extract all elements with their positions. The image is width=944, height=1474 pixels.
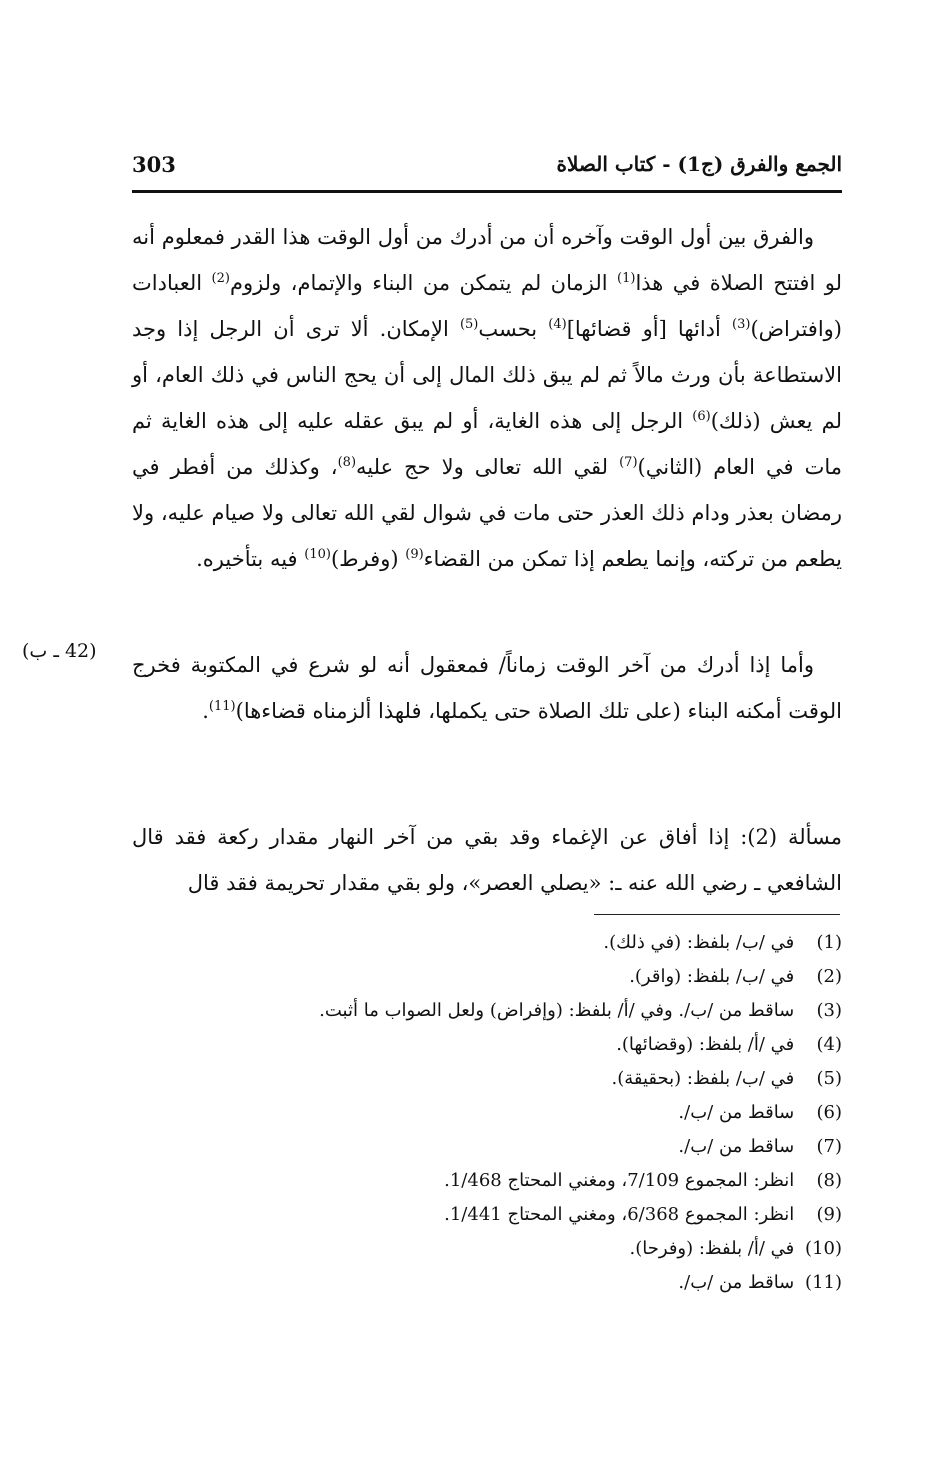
margin-folio-note: (42 ـ ب): [22, 640, 97, 662]
footnote-text: ساقط من /ب/. وفي /أ/ بلفظ: (وإفراض) ولعل الصواب ما أثبت.: [319, 1000, 795, 1021]
footnote-number: (8): [816, 1170, 842, 1191]
p1-text: أنه لو افتتح الصلاة في هذا: [132, 225, 842, 295]
footnote-item: [160, 1096, 842, 1130]
p1-text: العبادات (وافتراض): [132, 271, 842, 341]
footnote-ref-10: (10): [304, 547, 331, 562]
footnote-number: (1): [816, 932, 842, 953]
paragraph-3: [132, 814, 842, 906]
footnote-ref-6: (6): [692, 409, 711, 424]
p1-text: الرجل إذا وجد الاستطاعة بأن ورث مالاً ثم لم يبق ذلك المال إلى أن يحج الناس في: [132, 317, 842, 387]
p3-text: مسألة (2): إذا أفاق عن الإغماء وقد بقي من آخر النهار مقدار ركعة فقد قال: [132, 825, 843, 849]
footnote-ref-7: (7): [619, 455, 638, 470]
footnote-ref-2: (2): [211, 271, 230, 286]
p1-text: أفطر في رمضان بعذر ودام ذلك العذر حتى مات في شوال لقي الله تعالى ولا: [132, 455, 842, 525]
footnote-number: (6): [816, 1102, 842, 1123]
p3-text: الشافعي ـ رضي الله عنه ـ: «يصلي العصر»، ولو بقي مقدار تحريمة فقد قال: [187, 871, 842, 895]
footnote-number: (9): [816, 1204, 842, 1225]
main-text: [132, 214, 842, 906]
footnote-ref-11: (11): [208, 699, 236, 714]
p1-text: الإمكان. ألا ترى أن: [273, 317, 460, 341]
footnote-ref-3: (3): [732, 317, 751, 332]
p1-text: الرجل إلى هذه الغاية، أو لم يبق عقله عليه إلى: [258, 409, 693, 433]
p1-text: ، وكذلك من: [226, 455, 338, 479]
footnote-text: انظر: المجموع 7/109، ومغني المحتاج 1/468.: [444, 1170, 795, 1191]
paragraph-1: [132, 214, 842, 628]
footnote-ref-4: (4): [548, 317, 567, 332]
header-title: الجمع والفرق (ج1) - كتاب الصلاة: [556, 152, 842, 176]
footnote-item: [160, 960, 842, 994]
footnote-separator: [594, 914, 840, 915]
footnote-text: في /ب/ بلفظ: (بحقيقة).: [611, 1068, 795, 1089]
footnote-item: [160, 1198, 842, 1232]
footnote-text: ساقط من /ب/.: [678, 1136, 795, 1157]
p1-text: هذه الغاية ثم مات في العام (الثاني): [132, 409, 843, 479]
footnote-text: انظر: المجموع 6/368، ومغني المحتاج 1/441.: [444, 1204, 795, 1225]
header-rule: [132, 190, 842, 193]
footnote-number: (4): [816, 1034, 842, 1055]
footnote-text: في /ب/ بلفظ: (في ذلك).: [603, 932, 795, 953]
footnote-ref-9: (9): [405, 547, 424, 562]
footnote-item: [160, 1130, 842, 1164]
p1-text: أدائها [أو قضائها]: [566, 317, 733, 341]
p2-text: فخرج الوقت أمكنه البناء (على تلك الصلاة حتى يكملها، فلهذا ألزمناه: [132, 653, 842, 723]
footnote-text: في /أ/ بلفظ: (وفرحا).: [629, 1238, 795, 1259]
footnote-item: [160, 1164, 842, 1198]
p1-text: لقي الله تعالى ولا حج عليه: [356, 455, 620, 479]
footnote-ref-8: (8): [337, 455, 357, 470]
footnote-item: [160, 1232, 842, 1266]
p1-text: (وفرط): [330, 547, 406, 571]
p1-text: ذلك العام، أو لم يعش (ذلك): [132, 363, 842, 433]
footnote-item: [160, 994, 842, 1028]
footnote-number: (2): [816, 966, 842, 987]
p1-text: صيام عليه، ولا يطعم من تركته، وإنما يطعم إذا تمكن من القضاء: [132, 501, 842, 571]
p1-text: الزمان لم يتمكن من البناء والإتمام، ولزوم: [229, 271, 617, 295]
footnote-number: (7): [816, 1136, 842, 1157]
p1-text: فيه بتأخيره.: [196, 547, 298, 571]
footnote-text: ساقط من /ب/.: [678, 1272, 795, 1293]
footnote-item: [160, 1062, 842, 1096]
footnote-text: في /أ/ بلفظ: (وقضائها).: [616, 1034, 795, 1055]
p2-text: وأما إذا أدرك من آخر الوقت زماناً/ فمعقول أنه لو شرع في المكتوبة: [190, 653, 814, 677]
footnote-item: [160, 1028, 842, 1062]
footnote-text: ساقط من /ب/.: [678, 1102, 795, 1123]
footnote-number: (11): [805, 1272, 842, 1293]
footnote-text: في /ب/ بلفظ: (واقر).: [629, 966, 795, 987]
footnote-number: (10): [805, 1238, 842, 1259]
p2-text: قضاءها): [235, 699, 306, 723]
running-header: [132, 150, 842, 190]
p1-line-1: والفرق بين أول الوقت وآخره أن من أدرك من أول الوقت هذا القدر فمعلوم: [161, 225, 814, 249]
footnote-item: [160, 1266, 842, 1300]
footnote-ref-5: (5): [459, 317, 479, 332]
footnote-item: [160, 926, 842, 960]
paragraph-2: [132, 642, 842, 770]
footnote-number: (3): [816, 1000, 842, 1021]
page-number: 303: [132, 152, 176, 177]
p2-text: .: [202, 699, 209, 723]
footnote-ref-1: (1): [617, 271, 636, 286]
footnotes-list: [160, 926, 842, 1300]
footnote-number: (5): [816, 1068, 842, 1089]
p1-text: بحسب: [478, 317, 549, 341]
